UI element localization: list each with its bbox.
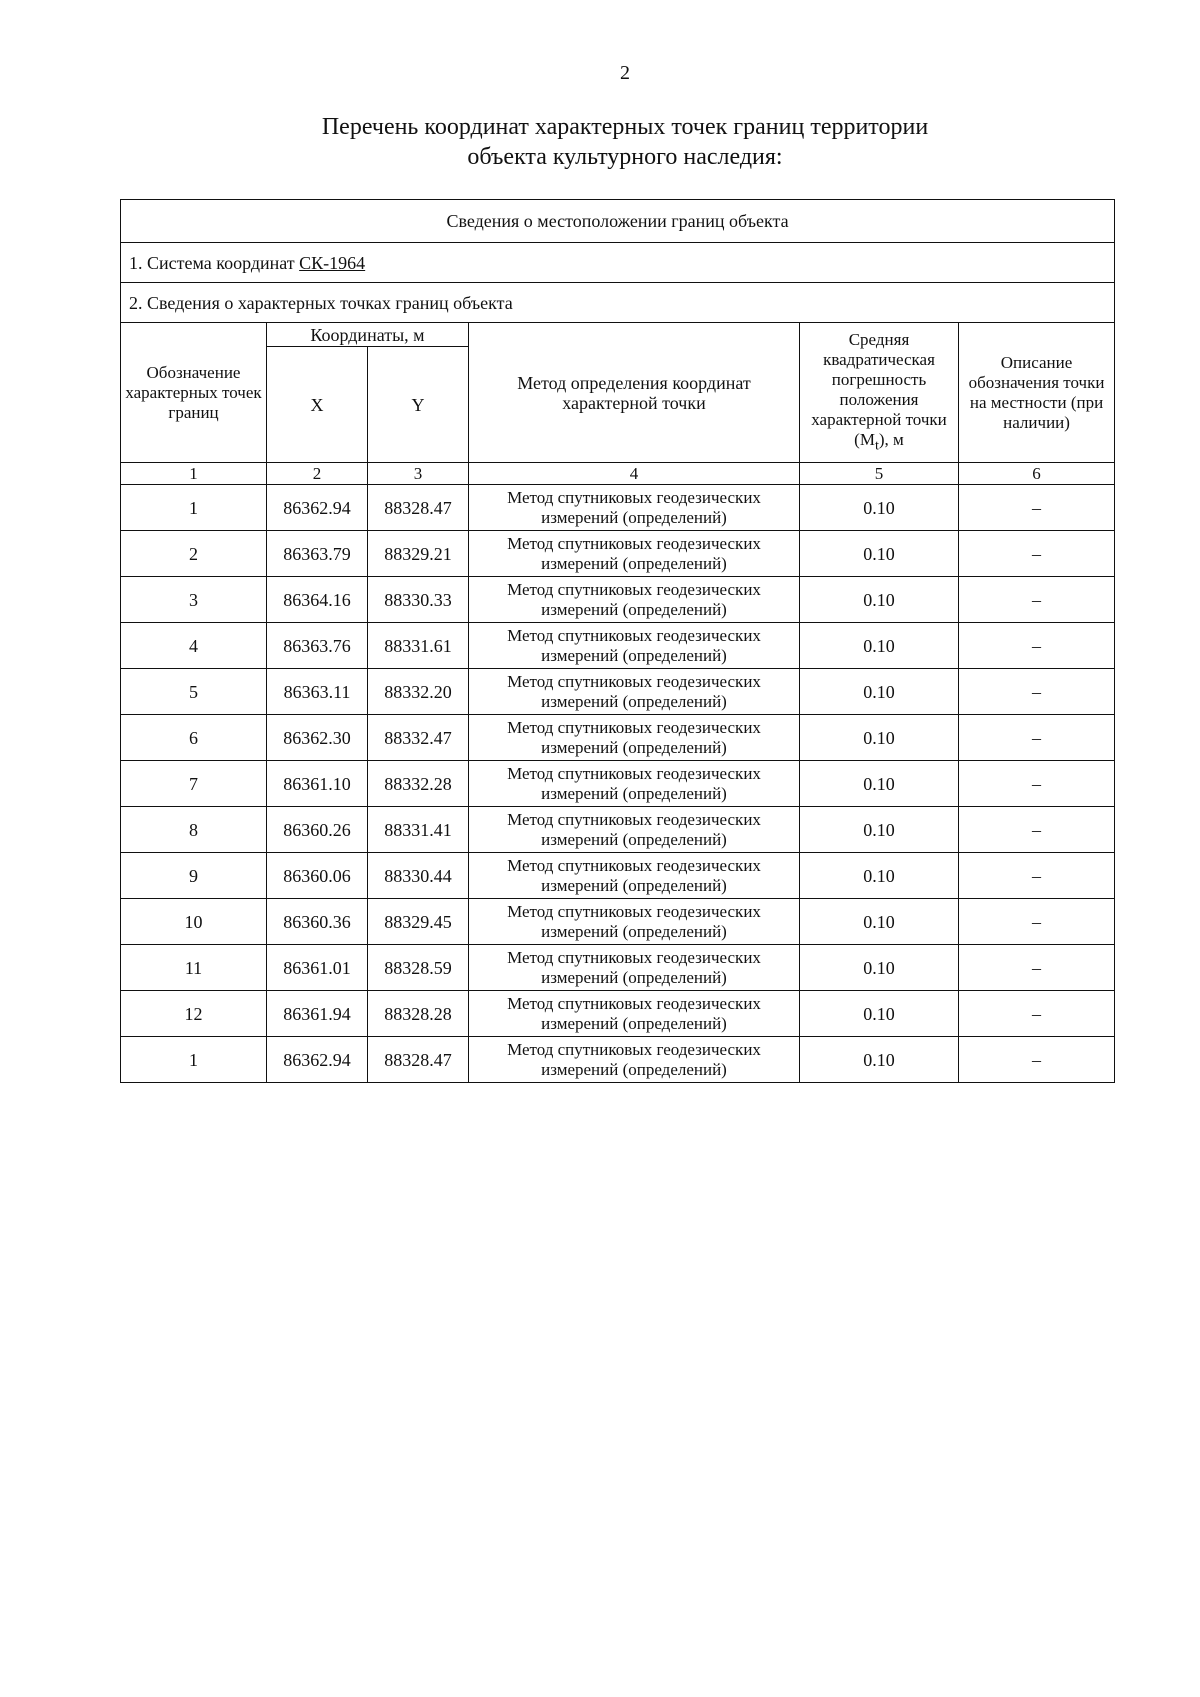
description-cell: – [959,761,1115,807]
table-row [121,853,1115,899]
description-cell: – [959,531,1115,577]
point-cell: 9 [121,853,267,899]
description-cell: – [959,991,1115,1037]
description-cell: – [959,669,1115,715]
x-cell: 86360.06 [267,853,368,899]
x-cell: 86363.11 [267,669,368,715]
y-cell: 88331.41 [368,807,469,853]
description-cell: – [959,577,1115,623]
coord-system-cell [121,243,1115,283]
y-cell: 88328.47 [368,485,469,531]
y-cell: 88332.47 [368,715,469,761]
title-line-2: объекта культурного наследия: [467,144,783,170]
point-cell: 1 [121,485,267,531]
column-number: 4 [469,463,800,485]
table-row [121,1037,1115,1083]
method-cell: Метод спутниковых геодезических измерений (определений) [469,761,800,807]
method-cell: Метод спутниковых геодезических измерений (определений) [469,715,800,761]
y-cell: 88332.20 [368,669,469,715]
table-row [121,761,1115,807]
error-cell: 0.10 [800,945,959,991]
error-cell: 0.10 [800,715,959,761]
table-row [121,577,1115,623]
description-cell: – [959,945,1115,991]
method-cell: Метод спутниковых геодезических измерений (определений) [469,623,800,669]
coord-system-row [121,243,1115,283]
error-cell: 0.10 [800,991,959,1037]
y-cell: 88329.45 [368,899,469,945]
document-title [0,112,1200,172]
description-cell: – [959,715,1115,761]
y-cell: 88329.21 [368,531,469,577]
method-cell: Метод спутниковых геодезических измерений (определений) [469,807,800,853]
section-title-row [121,200,1115,243]
point-cell: 2 [121,531,267,577]
column-numbers-row [121,463,1115,485]
header-error: Средняя квадратическая погрешность положения характерной точки $(M_t)$, м [800,323,959,463]
method-cell: Метод спутниковых геодезических измерений (определений) [469,577,800,623]
error-cell: 0.10 [800,807,959,853]
title-line-1: Перечень координат характерных точек границ территории [321,114,929,140]
section-title: Сведения о местоположении границ объекта [121,200,1115,243]
table-row [121,899,1115,945]
point-cell: 6 [121,715,267,761]
page-number: 2 [620,62,630,84]
coordinates-table [120,199,1115,1083]
error-cell: 0.10 [800,761,959,807]
header-method: Метод определения координат характерной точки [469,323,800,463]
column-number: 5 [800,463,959,485]
table-row [121,669,1115,715]
column-number: 3 [368,463,469,485]
y-cell: 88328.59 [368,945,469,991]
table-row [121,623,1115,669]
x-cell: 86362.30 [267,715,368,761]
error-cell: 0.10 [800,623,959,669]
header-row-1 [121,323,1115,347]
table-row [121,991,1115,1037]
point-cell: 1 [121,1037,267,1083]
header-point-designation: Обозначение характерных точек границ [121,323,267,463]
point-cell: 4 [121,623,267,669]
method-cell: Метод спутниковых геодезических измерений (определений) [469,669,800,715]
header-y: Y [368,347,469,463]
point-cell: 7 [121,761,267,807]
x-cell: 86361.10 [267,761,368,807]
table-row [121,485,1115,531]
method-cell: Метод спутниковых геодезических измерений (определений) [469,531,800,577]
error-cell: 0.10 [800,485,959,531]
points-section-label: 2. Сведения о характерных точках границ объекта [121,283,1115,323]
description-cell: – [959,853,1115,899]
y-cell: 88332.28 [368,761,469,807]
x-cell: 86362.94 [267,485,368,531]
y-cell: 88328.28 [368,991,469,1037]
table-row [121,945,1115,991]
error-cell: 0.10 [800,531,959,577]
table-row [121,715,1115,761]
method-cell: Метод спутниковых геодезических измерений (определений) [469,991,800,1037]
x-cell: 86361.94 [267,991,368,1037]
point-cell: 8 [121,807,267,853]
y-cell: 88330.44 [368,853,469,899]
error-cell: 0.10 [800,1037,959,1083]
table-row [121,531,1115,577]
description-cell: – [959,485,1115,531]
point-cell: 11 [121,945,267,991]
column-number: 6 [959,463,1115,485]
column-number: 2 [267,463,368,485]
x-cell: 86364.16 [267,577,368,623]
header-x: X [267,347,368,463]
y-cell: 88328.47 [368,1037,469,1083]
method-cell: Метод спутниковых геодезических измерений (определений) [469,899,800,945]
x-cell: 86363.79 [267,531,368,577]
table-row [121,807,1115,853]
point-cell: 3 [121,577,267,623]
method-cell: Метод спутниковых геодезических измерений (определений) [469,485,800,531]
description-cell: – [959,807,1115,853]
point-cell: 12 [121,991,267,1037]
description-cell: – [959,1037,1115,1083]
coord-system-label: 1. Система координат [129,252,300,273]
header-coordinates: Координаты, м [267,323,469,347]
method-cell: Метод спутниковых геодезических измерений (определений) [469,853,800,899]
point-cell: 10 [121,899,267,945]
error-cell: 0.10 [800,899,959,945]
coord-system-value: СК-1964 [299,252,366,273]
description-cell: – [959,899,1115,945]
x-cell: 86361.01 [267,945,368,991]
error-cell: 0.10 [800,853,959,899]
error-cell: 0.10 [800,577,959,623]
header-description: Описание обозначения точки на местности (при наличии) [959,323,1115,463]
column-number: 1 [121,463,267,485]
description-cell: – [959,623,1115,669]
x-cell: 86360.26 [267,807,368,853]
x-cell: 86363.76 [267,623,368,669]
method-cell: Метод спутниковых геодезических измерений (определений) [469,945,800,991]
y-cell: 88330.33 [368,577,469,623]
y-cell: 88331.61 [368,623,469,669]
x-cell: 86360.36 [267,899,368,945]
error-cell: 0.10 [800,669,959,715]
point-cell: 5 [121,669,267,715]
points-section-row [121,283,1115,323]
method-cell: Метод спутниковых геодезических измерений (определений) [469,1037,800,1083]
x-cell: 86362.94 [267,1037,368,1083]
